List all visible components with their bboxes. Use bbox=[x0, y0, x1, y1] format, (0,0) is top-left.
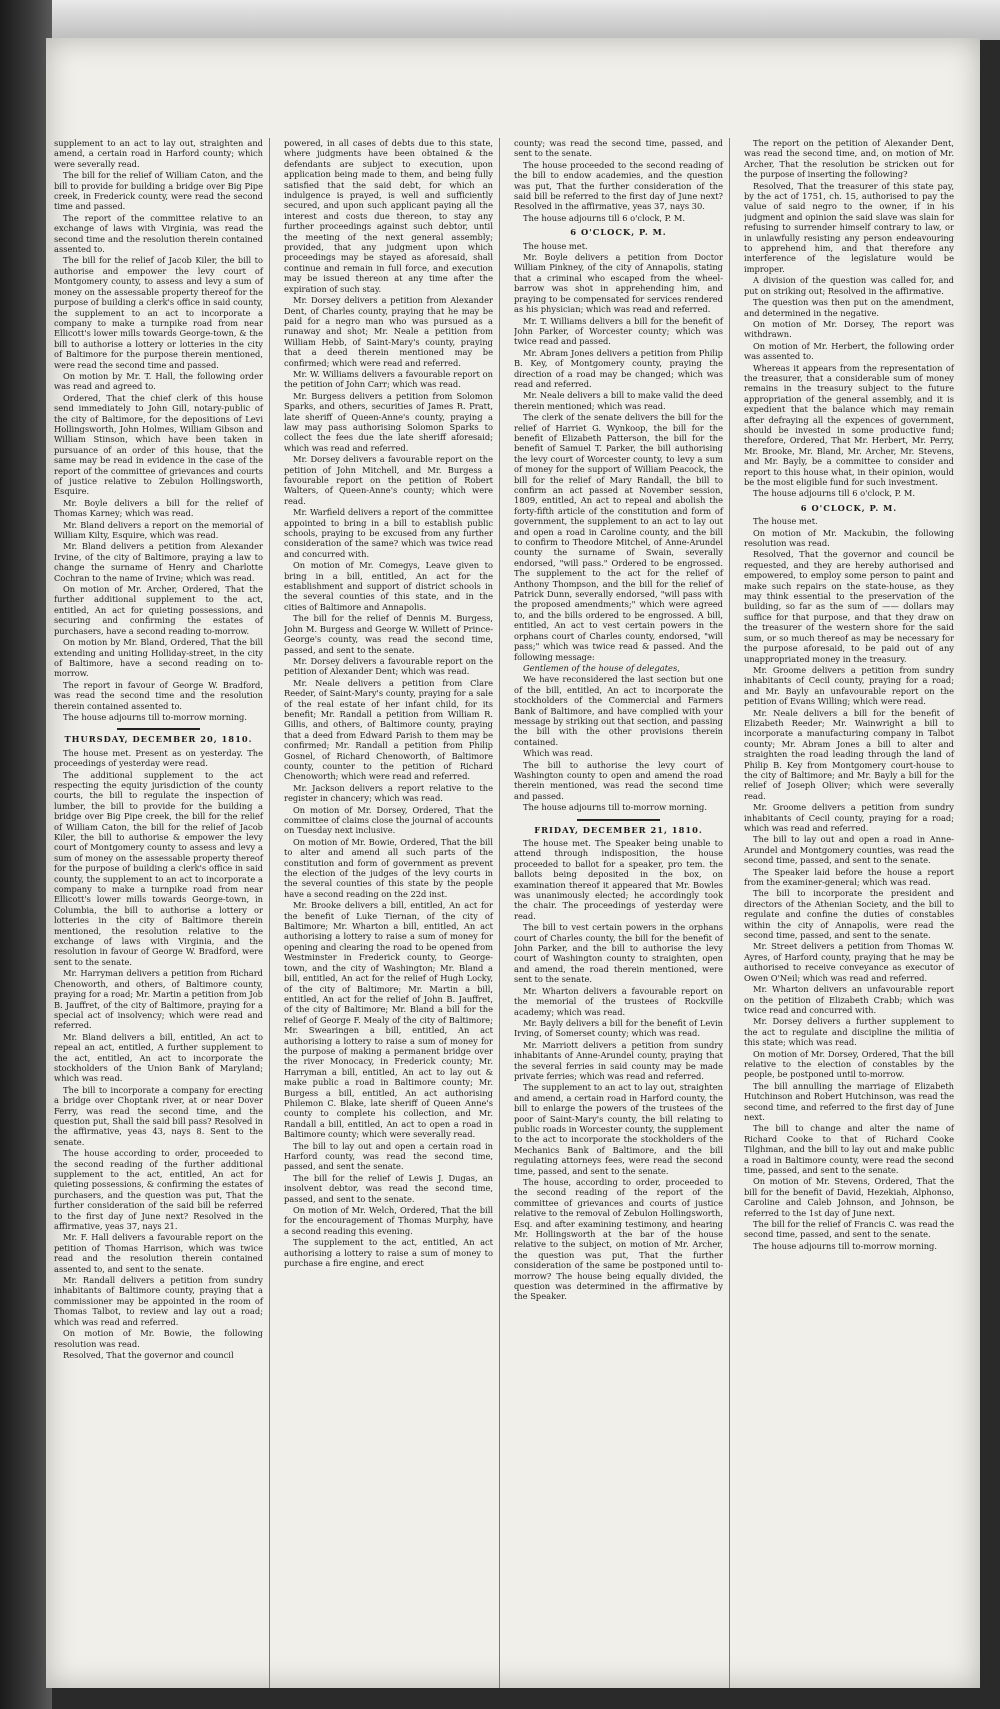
section-heading: 6 O'CLOCK, P. M. bbox=[800, 502, 898, 513]
paragraph: Mr. Abram Jones delivers a petition from Philip B. Key, of Montgomery county, praying the direction of a road may be changed; which was read and referred. bbox=[514, 347, 723, 389]
paragraph: The house adjourns till to-morrow morning. bbox=[63, 711, 247, 722]
paragraph: The bill to lay out and open a road in Anne-Arundel and Montgomery counties, was read the second time, passed, and sent to the senate. bbox=[744, 834, 954, 866]
paragraph: Mr. Groome delivers a petition from sundry inhabitants of Cecil county, praying for a road; and Mr. Bayly an unfavourable report on the petition of Evans Willing; which were read. bbox=[744, 664, 954, 707]
paragraph: The bill for the relief of Francis C. was read the second time, passed, and sent to the senate. bbox=[744, 1219, 954, 1240]
paragraph: The house adjourns till to-morrow morning. bbox=[753, 1240, 937, 1251]
section-rule bbox=[577, 819, 661, 821]
paragraph: Mr. Harryman delivers a petition from Richard Chenoworth, and others, of Baltimore county, praying for a road; Mr. Martin a petition from Job B. Jauffret, of the city of Baltimore, praying for a special act of insolvency; which were read and referred. bbox=[54, 968, 263, 1031]
paragraph: Mr. Warfield delivers a report of the committee appointed to bring in a bill to establish public schools, praying to be excused from any further consideration of the same? which was twice read and concurred with. bbox=[284, 507, 493, 559]
paragraph: Resolved, That the governor and council be requested, and they are hereby authorised and empowered, to employ some person to paint and make such repairs on the state-house, as they may think essential to the preservation of the building, so far as the sum of —— dollars may suffice for that purpose, and that they draw on the treasurer of the western shore for the said sum, or so much thereof as may be necessary for the purpose aforesaid, to be paid out of any unappropriated money in the treasury. bbox=[744, 549, 954, 664]
paragraph: On motion of Mr. Dorsey, Ordered, That the bill relative to the election of constables by the people, be postponed until to-morrow. bbox=[744, 1048, 954, 1080]
paragraph: Gentlemen of the house of delegates, bbox=[523, 662, 680, 673]
paragraph: A division of the question was called for, and put on striking out; Resolved in the affirmative. bbox=[744, 275, 954, 296]
book-binding bbox=[0, 0, 52, 1709]
paragraph: The bill for the relief of Dennis M. Burgess, John M. Burgess and George W. Willett of Prince-George's county, was read the second time, passed, and sent to the senate. bbox=[284, 613, 493, 655]
paragraph: The bill for the relief of William Caton, and the bill to provide for building a bridge over Big Pipe creek, in Frederick county, were read the second time and passed. bbox=[54, 170, 263, 212]
paragraph: Mr. Dorsey delivers a further supplement to the act to regulate and discipline the militia of this state; which was read. bbox=[744, 1016, 954, 1048]
paragraph: Mr. Marriott delivers a petition from sundry inhabitants of Anne-Arundel county, praying that the several ferries in said county may be made private ferries; which was read and referred. bbox=[514, 1039, 723, 1081]
paragraph: Mr. Boyle delivers a petition from Doctor William Pinkney, of the city of Annapolis, stating that a criminal who escaped from the wheel-barrow was shot in apprehending him, and praying to be compensated for services rendered as his physician; which was read and referred. bbox=[514, 252, 723, 315]
paragraph: The supplement to an act to lay out, straighten and amend, a certain road in Harford county, the bill to enlarge the powers of the trustees of the poor of Saint-Mary's county, the bill relating to public roads in Worcester county, the supplement to the act to incorporate the stockholders of the Mechanics Bank of Baltimore, and the bill regulating attorneys fees, were read the second time, passed, and sent to the senate. bbox=[514, 1082, 723, 1176]
paragraph: The house according to order, proceeded to the second reading of the further additional supplement to the act, entitled, An act for quieting possessions, & confirming the estates of purchasers, and the question was put, That the further consideration of the said bill be referred to the first day of June next? Resolved in the affirmative, yeas 37, nays 21. bbox=[54, 1148, 263, 1232]
paragraph: On motion of Mr. Comegys, Leave given to bring in a bill, entitled, An act for the establishment and support of district schools in the several counties of this state, and in the cities of Baltimore and Annapolis. bbox=[284, 560, 493, 612]
paragraph: Mr. Groome delivers a petition from sundry inhabitants of Cecil county, praying for a road; which was read and referred. bbox=[744, 802, 954, 833]
paragraph: Resolved, That the treasurer of this state pay, by the act of 1751, ch. 15, authorised to pay the value of said negro to the owner, if in his judgment and opinion the said slave was slain for refusing to surrender himself contrary to law, or in unlawfully resisting any person endeavouring to apprehend him, and that therefore any interference of the legislature would be improper. bbox=[744, 180, 954, 274]
paragraph: Mr. Wharton delivers a favourable report on the memorial of the trustees of Rockville academy; which was read. bbox=[514, 985, 723, 1017]
paragraph: The house met. bbox=[523, 240, 588, 251]
paragraph: Mr. Burgess delivers a petition from Solomon Sparks, and others, securities of James R. Pratt, late sheriff of Queen-Anne's county, praying a law may pass authorising Solomon Sparks to collect the fees due the late sheriff aforesaid; which was read and referred. bbox=[284, 390, 493, 453]
paragraph: powered, in all cases of debts due to this state, where judgments have been obtained & the defendants are subject to execution, upon application being made to them, and being fully satisfied that the said debt, for which an indulgence is prayed, is well and sufficiently secured, and upon such applicant paying all the interest and costs due thereon, to stay any further proceedings against such debtor, until the meeting of the next general assembly; provided, that any judgment upon which proceedings may be stayed as aforesaid, shall continue and remain in full force, and execution may be issued thereon at any time after the expiration of such stay. bbox=[284, 138, 493, 294]
paragraph: The Speaker laid before the house a report from the examiner-general; which was read. bbox=[744, 866, 954, 888]
paragraph: The bill for the relief of Jacob Kiler, the bill to authorise and empower the levy court of Montgomery county, to assess and levy a sum of money on the assessable property thereof for the purpose of building a clerk's office in said county, the supplement to an act to incorporate a company to make a turnpike road from near Ellicott's lower mills towards George-town, & the bill to authorise a lottery or lotteries in the city of Baltimore for the purpose therein mentioned, were read the second time and passed. bbox=[54, 255, 263, 370]
column-4 bbox=[744, 138, 960, 1688]
paragraph: The house proceeded to the second reading of the bill to endow academies, and the question was put, That the further consideration of the said bill be referred to the first day of June next? Resolved in the affirmative, yeas 37, nays 30. bbox=[514, 159, 723, 212]
paragraph: The report on the petition of Alexander Dent, was read the second time, and, on motion of Mr. Archer, That the resolution be stricken out for the purpose of inserting the following? bbox=[744, 138, 954, 180]
paragraph: Mr. Neale delivers a bill to make valid the deed therein mentioned; which was read. bbox=[514, 390, 723, 411]
paragraph: Mr. Street delivers a petition from Thomas W. Ayres, of Harford county, praying that he may be authorised to receive conveyance as executor of Owen O'Neil; which was read and referred. bbox=[744, 941, 954, 983]
column-3 bbox=[514, 138, 730, 1688]
column-1 bbox=[54, 138, 270, 1688]
paragraph: Mr. Dorsey delivers a petition from Alexander Dent, of Charles county, praying that he may be paid for a negro man who was pursued as a runaway and shot; Mr. Neale a petition from William Hebb, of Saint-Mary's county, praying that a deed therein mentioned may be confirmed; which were read and referred. bbox=[284, 295, 493, 368]
section-heading: 6 O'CLOCK, P. M. bbox=[570, 227, 667, 238]
paragraph: The house met. The Speaker being unable to attend through indisposition, the house proceeded to ballot for a speaker, pro tem. the ballots being deposited in the box, on examination thereof it appeared that Mr. Bowles was unanimously elected; he accordingly took the chair. The proceedings of yesterday were read. bbox=[514, 838, 723, 921]
paragraph: Mr. T. Williams delivers a bill for the benefit of John Parker, of Worcester county; which was twice read and passed. bbox=[514, 315, 723, 347]
paragraph: On motion of Mr. Herbert, the following order was assented to. bbox=[744, 340, 954, 362]
paragraph: On motion by Mr. Bland, Ordered, That the bill extending and uniting Holliday-street, in the city of Baltimore, have a second reading on to-morrow. bbox=[54, 637, 263, 679]
paragraph: Mr. Wharton delivers an unfavourable report on the petition of Elizabeth Crabb; which was twice read and concurred with. bbox=[744, 984, 954, 1015]
paragraph: The bill for the relief of Lewis J. Dugas, an insolvent debtor, was read the second time, passed, and sent to the senate. bbox=[284, 1172, 493, 1204]
paragraph: The report in favour of George W. Bradford, was read the second time and the resolution therein contained assented to. bbox=[54, 679, 263, 711]
text-columns bbox=[54, 138, 980, 1688]
paragraph: The bill to authorise the levy court of Washington county to open and amend the road therein mentioned, was read the second time and passed. bbox=[514, 759, 723, 801]
paragraph: The house met. Present as on yesterday. The proceedings of yesterday were read. bbox=[54, 747, 263, 769]
paragraph: Ordered, That the chief clerk of this house send immediately to John Gill, notary-public of the city of Baltimore, for the depositions of Levi Hollingsworth, John Holmes, William Gibson and William Stinson, which have been taken in pursuance of an order of this house, that the same may be read in evidence in the case of the report of the committee of grievances and courts of justice relative to Zebulon Hollingsworth, Esquire. bbox=[54, 392, 263, 497]
paragraph: On motion of Mr. Bowie, the following resolution was read. bbox=[54, 1328, 263, 1349]
paragraph: Mr. Jackson delivers a report relative to the register in chancery; which was read. bbox=[284, 782, 493, 804]
paragraph: The bill to vest certain powers in the orphans court of Charles county, the bill for the benefit of John Parker, and the bill to authorise the levy court of Washington county to straighten, open and amend, the road therein mentioned, were sent to the senate. bbox=[514, 922, 723, 985]
paragraph: Mr. Bland delivers a petition from Alexander Irvine, of the city of Baltimore, praying a law to change the surname of Henry and Charlotte Cochran to the name of Irvine; which was read. bbox=[54, 541, 263, 583]
section-heading: FRIDAY, DECEMBER 21, 1810. bbox=[534, 824, 703, 835]
paragraph: Mr. Brooke delivers a bill, entitled, An act for the benefit of Luke Tiernan, of the city of Baltimore; Mr. Wharton a bill, entitled, An act authorising a lottery to raise a sum of money for opening and clearing the road to be opened from Westminster in Frederick county, to George-town, and the city of Washington; Mr. Bland a bill, entitled, An act for the relief of Hugh Locky, of the city of Baltimore; Mr. Martin a bill, entitled, An act for the relief of John B. Jauffret, of the city of Baltimore; Mr. Bland a bill for the relief of George F. Mealy of the city of Baltimore; Mr. Swearingen a bill, entitled, An act authorising a lottery to raise a sum of money for the purpose of making a permanent bridge over the river Monocacy, in Frederick county; Mr. Harryman a bill, entitled, An act to lay out & make public a road in Baltimore county; Mr. Burgess a bill, entitled, An act authorising Philemon C. Blake, late sheriff of Queen Anne's county to complete his collection, and Mr. Randall a bill, entitled, An act to open a road in Baltimore county; which were severally read. bbox=[284, 900, 493, 1140]
paragraph: Mr. Dorsey delivers a favourable report on the petition of Alexander Dent; which was read. bbox=[284, 655, 493, 677]
paragraph: Mr. Boyle delivers a bill for the relief of Thomas Karney; which was read. bbox=[54, 497, 263, 519]
paragraph: Mr. Bland delivers a bill, entitled, An act to repeal an act, entitled, A further supplement to the act, entitled, An act to incorporate the stockholders of the Union Bank of Maryland; which was read. bbox=[54, 1031, 263, 1084]
newspaper-page bbox=[46, 38, 980, 1688]
section-rule bbox=[117, 728, 201, 730]
paragraph: The bill annulling the marriage of Elizabeth Hutchinson and Robert Hutchinson, was read the second time, and referred to the first day of June next. bbox=[744, 1080, 954, 1122]
paragraph: Resolved, That the governor and council bbox=[63, 1349, 234, 1360]
column-2 bbox=[284, 138, 500, 1688]
paragraph: On motion of Mr. Dorsey, Ordered, That the committee of claims close the journal of accounts on Tuesday next inclusive. bbox=[284, 804, 493, 836]
paragraph: The report of the committee relative to an exchange of laws with Virginia, was read the second time and the resolution therein contained assented to. bbox=[54, 212, 263, 255]
paragraph: On motion of Mr. Dorsey, The report was withdrawn. bbox=[744, 318, 954, 340]
paragraph: Mr. F. Hall delivers a favourable report on the petition of Thomas Harrison, which was twice read and the resolution therein contained assented to, and sent to the senate. bbox=[54, 1232, 263, 1274]
paragraph: Mr. Neale delivers a petition from Clare Reeder, of Saint-Mary's county, praying for a sale of the real estate of her infant child, for its benefit; Mr. Randall a petition from William R. Gillis, and others, of Baltimore county, praying that a deed from Edward Parish to them may be confirmed; Mr. Randall a petition from Philip Gosnel, of Richard Chenoworth, of Baltimore county, counter to the petition of Richard Chenoworth; which were read and referred. bbox=[284, 677, 493, 782]
paragraph: Mr. W. Williams delivers a favourable report on the petition of John Carr; which was read. bbox=[284, 368, 493, 390]
paragraph: On motion of Mr. Archer, Ordered, That the further additional supplement to the act, entitled, An act for quieting possessions, and securing and confirming the estates of purchasers, have a second reading to-morrow. bbox=[54, 584, 263, 636]
paragraph: Mr. Randall delivers a petition from sundry inhabitants of Baltimore county, praying that a commissioner may be appointed in the room of Thomas Talbot, to review and lay out a road; which was read and referred. bbox=[54, 1275, 263, 1327]
paragraph: The supplement to the act, entitled, An act authorising a lottery to raise a sum of money to purchase a fire engine, and erect bbox=[284, 1237, 493, 1269]
paragraph: The house, according to order, proceeded to the second reading of the report of the committee of grievances and courts of justice relative to the removal of Zebulon Hollingsworth, Esq. and after examining testimony, and hearing Mr. Hollingsworth at the bar of the house relative to the subject, on motion of Mr. Archer, the question was put, That the further consideration of the same be postponed until to-morrow? The house being equally divided, the question was determined in the affirmative by the Speaker. bbox=[514, 1177, 723, 1302]
paragraph: Whereas it appears from the representation of the treasurer, that a considerable sum of money remains in the treasury subject to the future appropriation of the general assembly, and it is expedient that the balance which may remain after defraying all the expences of government, should be invested in some productive fund; therefore, Ordered, That Mr. Herbert, Mr. Perry, Mr. Brooke, Mr. Bland, Mr. Archer, Mr. Stevens, and Mr. Bayly, be a committee to consider and report to this house what, in their opinion, would be the most eligible fund for such investment. bbox=[744, 362, 954, 487]
paragraph: The bill to lay out and open a certain road in Harford county, was read the second time, passed, and sent the senate. bbox=[284, 1140, 493, 1172]
paragraph: Mr. Neale delivers a bill for the benefit of Elizabeth Reeder; Mr. Wainwright a bill to incorporate a manufacturing company in Talbot county; Mr. Abram Jones a bill to alter and straighten the road leading through the land of Philip B. Key from Montgomery court-house to the city of Baltimore; and Mr. Bayly a bill for the relief of Joseph Oliver; which were severally read. bbox=[744, 707, 954, 801]
section-heading: THURSDAY, DECEMBER 20, 1810. bbox=[64, 734, 253, 745]
paragraph: The bill to incorporate a company for erecting a bridge over Choptank river, at or near Dover Ferry, was read the second time, and the question put, Shall the said bill pass? Resolved in the affirmative, yeas 43, nays 8. Sent to the senate. bbox=[54, 1084, 263, 1147]
paragraph: The additional supplement to the act respecting the equity jurisdiction of the county courts, the bill to regulate the inspection of lumber, the bill to provide for the building a bridge over Big Pipe creek, the bill for the relief of William Caton, the bill for the relief of Jacob Kiler, the bill to authorise & empower the levy court of Montgomery county to assess and levy a sum of money on the assessable property thereof for the purpose of building a clerk's office in said county, the supplement to an act to incorporate a company to make a turnpike road from near Ellicott's lower mills towards George-town, in Columbia, the bill to authorise a lottery or lotteries in the city of Baltimore therein mentioned, the resolution relative to the exchange of laws with Virginia, and the resolution in favour of George W. Bradford, were sent to the senate. bbox=[54, 769, 263, 967]
paragraph: The bill to incorporate the president and directors of the Athenian Society, and the bill to regulate and confine the duties of constables within the city of Annapolis, were read the second time, passed, and sent to the senate. bbox=[744, 888, 954, 941]
paragraph: Mr. Bayly delivers a bill for the benefit of Levin Irving, of Somerset county; which was read. bbox=[514, 1017, 723, 1039]
paragraph: On motion by Mr. T. Hall, the following order was read and agreed to. bbox=[54, 370, 263, 392]
paragraph: county; was read the second time, passed, and sent to the senate. bbox=[514, 138, 723, 159]
paragraph: The clerk of the senate delivers the bill for the relief of Harriet G. Wynkoop, the bill for the benefit of Elizabeth Patterson, the bill for the benefit of Samuel T. Parker, the bill authorising the levy court of Worcester county, to levy a sum of money for the support of William Peacock, the bill for the relief of Mary Randall, the bill to confirm an act passed at November session, 1809, entitled, An act to repeal and abolish the forty-fifth article of the constitution and form of government, the supplement to an act to lay out and open a road in Caroline county, and the bill to confirm to Theodore Mitchel, of Anne-Arundel county the surname of Swain, severally endorsed, "will pass." Ordered to be engrossed. The supplement to the act for the relief of Anthony Thompson, and the bill for the relief of Patrick Dunn, severally endorsed, "will pass with the proposed amendments;" which were agreed to, and the bills ordered to be engrossed. A bill, entitled, An act to vest certain powers in the orphans court of Charles county, endorsed, "will pass;" which was twice read & passed. And the following message: bbox=[514, 412, 723, 662]
paragraph: The house met. bbox=[753, 516, 818, 527]
paragraph: The house adjourns till to-morrow morning. bbox=[523, 802, 707, 813]
paragraph: Mr. Bland delivers a report on the memorial of William Kilty, Esquire, which was read. bbox=[54, 519, 263, 541]
paragraph: The house adjourns till 6 o'clock, P. M. bbox=[753, 488, 915, 499]
scan-top-edge bbox=[0, 0, 1000, 40]
paragraph: The house adjourns till 6 o'clock, P. M. bbox=[523, 212, 685, 223]
paragraph: The bill to change and alter the name of Richard Cooke to that of Richard Cooke Tilghman, and the bill to lay out and make public a road in Baltimore county, were read the second time, passed, and sent to the senate. bbox=[744, 1123, 954, 1175]
paragraph: On motion of Mr. Stevens, Ordered, That the bill for the benefit of David, Hezekiah, Alphonso, Caroline and Caleb Johnson, and Johnson, be referred to the 1st day of June next. bbox=[744, 1176, 954, 1218]
paragraph: Mr. Dorsey delivers a favourable report on the petition of John Mitchell, and Mr. Burgess a favourable report on the petition of Robert Walters, of Queen-Anne's county; which were read. bbox=[284, 454, 493, 506]
paragraph: Which was read. bbox=[523, 748, 593, 759]
paragraph: On motion of Mr. Welch, Ordered, That the bill for the encouragement of Thomas Murphy, have a second reading this evening. bbox=[284, 1205, 493, 1236]
paragraph: On motion of Mr. Mackubin, the following resolution was read. bbox=[744, 527, 954, 549]
paragraph: supplement to an act to lay out, straighten and amend, a certain road in Harford county; which were severally read. bbox=[54, 138, 263, 169]
paragraph: We have reconsidered the last section but one of the bill, entitled, An act to incorporate the stockholders of the Commercial and Farmers Bank of Baltimore, and have complied with your message by striking out that section, and passing the bill with the other provisions therein contained. bbox=[514, 674, 723, 747]
paragraph: On motion of Mr. Bowie, Ordered, That the bill to alter and amend all such parts of the constitution and form of government as prevent the election of the judges of the levy courts in the several counties of this state by the people have a second reading on the 22d inst. bbox=[284, 836, 493, 899]
paragraph: The question was then put on the amendment, and determined in the negative. bbox=[744, 297, 954, 318]
